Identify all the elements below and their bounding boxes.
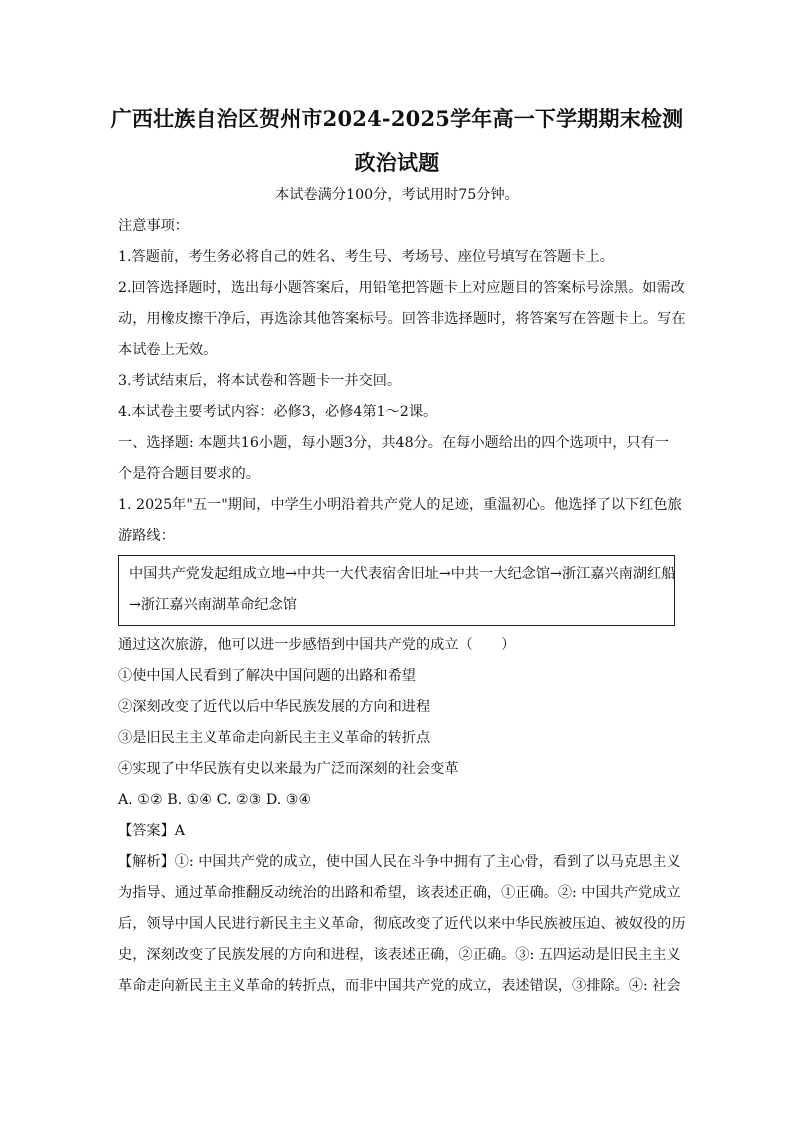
note-item-3: 3.考试结束后，将本试卷和答题卡一并交回。 <box>118 373 402 389</box>
option-4: ④实现了中华民族有史以来最为广泛而深刻的社会变革 <box>118 761 459 777</box>
analysis-line1: 【解析】①: 中国共产党的成立，使中国人民在斗争中拥有了主心骨，看到了以马克思主义 <box>118 854 681 870</box>
option-3: ③是旧民主主义革命走向新民主主义革命的转折点 <box>118 730 431 746</box>
question-stem-line1: 1. 2025年"五一"期间，中学生小明沿着共产党人的足迹，重温初心。他选择了以下红色旅 <box>118 497 682 513</box>
analysis-line5: 革命走向新民主主义革命的转折点，而非中国共产党的成立，表述错误，③排除。④: 社会 <box>118 978 681 994</box>
analysis-line2: 为指导、通过革命推翻反动统治的出路和希望，该表述正确，①正确。②: 中国共产党成立 <box>118 885 681 901</box>
note-item-2-line2: 动，用橡皮擦干净后，再选涂其他答案标号。回答非选择题时，将答案写在答题卡上。写在 <box>118 311 686 327</box>
question-prompt: 通过这次旅游，他可以进一步感悟到中国共产党的成立（ ） <box>118 637 516 653</box>
answer-choices: A. ①② B. ①④ C. ②③ D. ③④ <box>118 792 312 808</box>
route-box <box>118 555 675 626</box>
subject-title: 政治试题 <box>354 150 440 175</box>
note-item-1: 1.答题前，考生务必将自己的姓名、考生号、考场号、座位号填写在答题卡上。 <box>118 249 614 265</box>
section-intro-line2: 个是符合题目要求的。 <box>118 466 260 482</box>
page-title: 广西壮族自治区贺州市2024-2025学年高一下学期期末检测 <box>110 106 684 131</box>
section-intro-line1: 一、选择题: 本题共16小题，每小题3分，共48分。在每小题给出的四个选项中，只有一 <box>118 435 669 451</box>
notes-heading: 注意事项： <box>118 218 189 234</box>
note-item-2-line1: 2.回答选择题时，选出每小题答案后，用铅笔把答题卡上对应题目的答案标号涂黑。如需改 <box>118 280 685 296</box>
option-2: ②深刻改变了近代以后中华民族发展的方向和进程 <box>118 699 431 715</box>
answer: 【答案】A <box>118 823 185 839</box>
note-item-2-line3: 本试卷上无效。 <box>118 342 218 358</box>
option-1: ①使中国人民看到了解决中国问题的出路和希望 <box>118 668 416 684</box>
analysis-line4: 史，深刻改变了民族发展的方向和进程，该表述正确，②正确。③: 五四运动是旧民主主义 <box>118 947 681 963</box>
question-stem-line2: 游路线： <box>118 528 175 544</box>
exam-info: 本试卷满分100分，考试用时75分钟。 <box>275 187 519 203</box>
analysis-line3: 后，领导中国人民进行新民主主义革命，彻底改变了近代以来中华民族被压迫、被奴役的历 <box>118 916 686 932</box>
route-line2: →浙江嘉兴南湖革命纪念馆 <box>129 597 297 613</box>
route-line1: 中国共产党发起组成立地→中共一大代表宿舍旧址→中共一大纪念馆→浙江嘉兴南湖红船 <box>129 566 676 582</box>
note-item-4: 4.本试卷主要考试内容：必修3，必修4第1～2课。 <box>118 404 438 420</box>
